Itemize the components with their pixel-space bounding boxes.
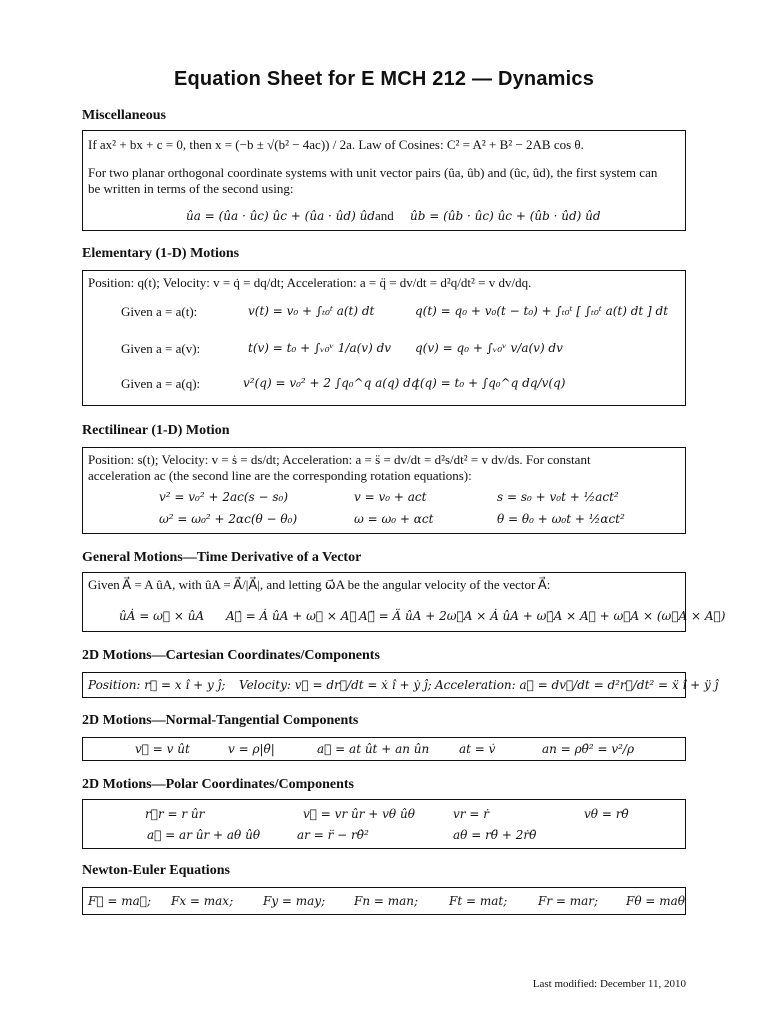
general-eq-a-ddot: A⃗̈ = Ä ûA + 2ω⃗A × Ȧ ûA + ω⃗̇A × A⃗ + ω⃗A × (ω⃗A × A⃗) bbox=[359, 609, 726, 623]
elementary-eq-qt: q(t) = q₀ + v₀(t − t₀) + ∫ₜ₀ᵗ [ ∫ₜ₀ᵗ a(t) dt ] dt bbox=[415, 304, 669, 318]
newton-eq-fy: Fy = may; bbox=[263, 894, 326, 908]
cartesian-eq-acceleration: Acceleration: a⃗ = dv⃗/dt = d²r⃗/dt² = ẍ î + ÿ ĵ bbox=[435, 678, 719, 692]
newton-eq-ftheta: Fθ = maθ bbox=[626, 894, 685, 908]
general-intro: Given A⃗ = A ûA, with ûA = A⃗/|A⃗|, and letting ω⃗A be the angular velocity of the vector A⃗: bbox=[88, 577, 551, 592]
cartesian-heading: 2D Motions—Cartesian Coordinates/Components bbox=[82, 648, 380, 663]
rectilinear-eq-2c: θ = θ₀ + ω₀t + ½αct² bbox=[497, 512, 625, 526]
rectilinear-intro-1: Position: s(t); Velocity: v = ṡ = ds/dt; Acceleration: a = s̈ = dv/dt = d²s/dt² = v dv/ds. For constant bbox=[88, 452, 591, 467]
normal-eq-at: at = v̇ bbox=[459, 742, 496, 756]
elementary-eq-vq: v²(q) = v₀² + 2 ∫q₀^q a(q) dq bbox=[243, 376, 419, 390]
elementary-box bbox=[82, 270, 686, 406]
polar-eq-vtheta: vθ = rθ̇ bbox=[584, 807, 629, 821]
misc-and: and bbox=[375, 208, 394, 223]
polar-eq-v: v⃗ = vr ûr + vθ ûθ bbox=[303, 807, 415, 821]
newton-eq-f: F⃗ = ma⃗; bbox=[88, 894, 151, 908]
cartesian-eq-velocity: Velocity: v⃗ = dr⃗/dt = ẋ î + ẏ ĵ; bbox=[239, 678, 432, 692]
rectilinear-intro-2: acceleration ac (the second line are the corresponding rotation equations): bbox=[88, 468, 472, 483]
general-eq-unit-dot: ûȦ = ω⃗ × ûA bbox=[119, 609, 205, 623]
general-heading: General Motions—Time Derivative of a Vector bbox=[82, 550, 362, 565]
page-title: Equation Sheet for E MCH 212 — Dynamics bbox=[173, 68, 595, 90]
cartesian-box bbox=[82, 672, 719, 698]
misc-eq-ub: ûb = (ûb · ûc) ûc + (ûb · ûd) ûd bbox=[410, 209, 601, 223]
misc-line-quadratic: If ax² + bx + c = 0, then x = (−b ± √(b² − 4ac)) / 2a. Law of Cosines: C² = A² + B² − 2AB cos θ. bbox=[88, 137, 584, 152]
misc-box bbox=[82, 130, 686, 231]
rectilinear-eq-1b: v = v₀ + act bbox=[354, 490, 427, 504]
elementary-heading: Elementary (1-D) Motions bbox=[82, 246, 240, 261]
normal-eq-an: an = ρθ̇² = v²/ρ bbox=[542, 742, 635, 756]
rectilinear-eq-1c: s = s₀ + v₀t + ½act² bbox=[497, 490, 619, 504]
cartesian-eq-position: Position: r⃗ = x î + y ĵ; bbox=[88, 678, 226, 692]
misc-line-coords: For two planar orthogonal coordinate systems with unit vector pairs (ûa, ûb) and (ûc, ûd), the first system can bbox=[88, 165, 658, 180]
normal-eq-a: a⃗ = at ût + an ûn bbox=[317, 742, 430, 756]
misc-eq-ua: ûa = (ûa · ûc) ûc + (ûa · ûd) ûd bbox=[186, 209, 375, 223]
polar-heading: 2D Motions—Polar Coordinates/Components bbox=[82, 777, 354, 792]
rectilinear-eq-1a: v² = v₀² + 2ac(s − s₀) bbox=[159, 490, 289, 504]
polar-box bbox=[82, 799, 686, 849]
elementary-given-t: Given a = a(t): bbox=[121, 304, 198, 319]
normal-eq-speed: v = ρ|θ̇| bbox=[228, 742, 275, 756]
polar-eq-ar: ar = r̈ − rθ̇² bbox=[297, 828, 369, 842]
normal-heading: 2D Motions—Normal-Tangential Components bbox=[82, 713, 359, 728]
elementary-eq-tq: t(q) = t₀ + ∫q₀^q dq/v(q) bbox=[415, 376, 566, 390]
elementary-eq-qv: q(v) = q₀ + ∫ᵥ₀ᵛ v/a(v) dv bbox=[415, 341, 563, 355]
footer-last-modified: Last modified: December 11, 2010 bbox=[532, 978, 686, 990]
rectilinear-box bbox=[82, 447, 686, 534]
polar-eq-r: r⃗r = r ûr bbox=[145, 807, 205, 821]
rectilinear-eq-2b: ω = ω₀ + αct bbox=[354, 512, 434, 526]
rectilinear-eq-2a: ω² = ω₀² + 2αc(θ − θ₀) bbox=[159, 512, 298, 526]
newton-eq-fx: Fx = max; bbox=[171, 894, 234, 908]
rectilinear-heading: Rectilinear (1-D) Motion bbox=[82, 423, 230, 438]
normal-eq-v: v⃗ = v ût bbox=[135, 742, 190, 756]
newton-eq-fr: Fr = mar; bbox=[538, 894, 599, 908]
newton-eq-ft: Ft = mat; bbox=[449, 894, 508, 908]
newton-eq-fn: Fn = man; bbox=[354, 894, 419, 908]
elementary-intro: Position: q(t); Velocity: v = q̇ = dq/dt; Acceleration: a = q̈ = dv/dt = d²q/dt² = v dv/dq. bbox=[88, 275, 532, 290]
general-eq-a-dot: A⃗̇ = Ȧ ûA + ω⃗ × A⃗ bbox=[226, 609, 357, 623]
polar-eq-atheta: aθ = rθ̈ + 2ṙθ̇ bbox=[453, 828, 537, 842]
misc-line-coords-2: be written in terms of the second using: bbox=[88, 181, 294, 196]
newton-box bbox=[82, 887, 686, 915]
polar-eq-vr: vr = ṙ bbox=[453, 807, 489, 821]
newton-heading: Newton-Euler Equations bbox=[82, 863, 230, 878]
elementary-given-v: Given a = a(v): bbox=[121, 341, 201, 356]
misc-heading: Miscellaneous bbox=[82, 108, 166, 123]
polar-eq-a: a⃗ = ar ûr + aθ ûθ bbox=[147, 828, 261, 842]
elementary-eq-tv: t(v) = t₀ + ∫ᵥ₀ᵛ 1/a(v) dv bbox=[248, 341, 392, 355]
elementary-eq-vt: v(t) = v₀ + ∫ₜ₀ᵗ a(t) dt bbox=[248, 304, 375, 318]
normal-box bbox=[82, 737, 686, 761]
elementary-given-q: Given a = a(q): bbox=[121, 376, 201, 391]
general-box bbox=[82, 572, 726, 632]
